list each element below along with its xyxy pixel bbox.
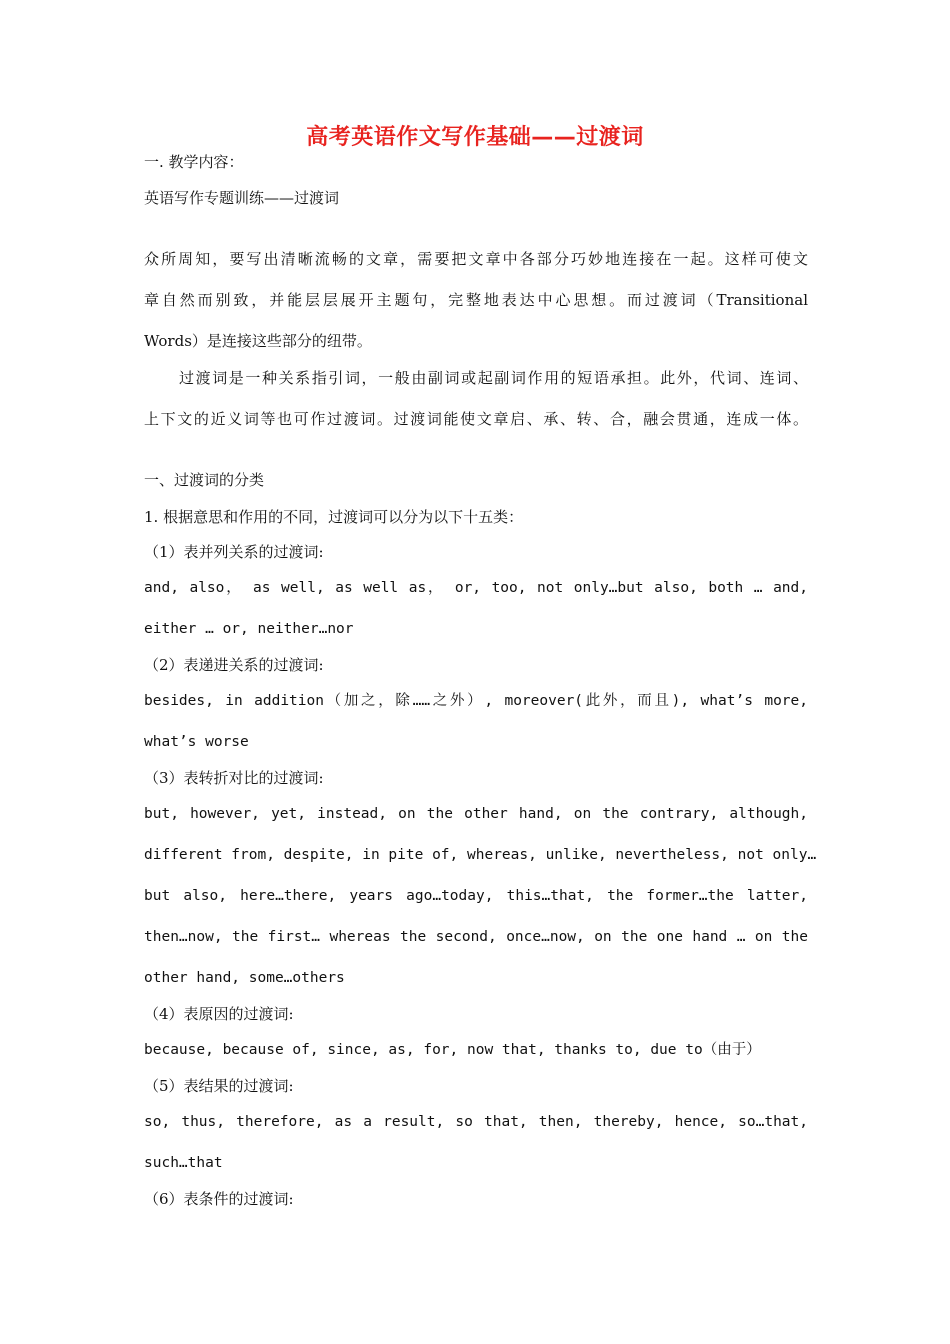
category-heading: （4）表原因的过渡词: — [144, 1005, 294, 1023]
word-list-line: different from, despite, in pite of, whereas, unlike, nevertheless, not only… — [144, 847, 817, 863]
category-heading: （2）表递进关系的过渡词: — [144, 656, 324, 674]
category-heading: （6）表条件的过渡词: — [144, 1190, 294, 1208]
category-heading: （3）表转折对比的过渡词: — [144, 769, 324, 787]
word-list-line: so, thus, therefore, as a result, so that, then, thereby, hence, so…that, — [144, 1114, 808, 1130]
word-list-line: because, because of, since, as, for, now that, thanks to, due to（由于） — [144, 1042, 761, 1058]
paragraph-line: 章自然而别致，并能层层展开主题句，完整地表达中心思想。而过渡词（Transitional — [144, 291, 808, 309]
document-title: 高考英语作文写作基础——过渡词 — [306, 125, 644, 150]
word-list-line: but also, here…there, years ago…today, this…that, the former…the latter, — [144, 888, 808, 904]
word-list-line: besides, in addition（加之，除……之外）, moreover(此外，而且), what’s more, — [144, 693, 808, 709]
section-heading-teaching-content: 一. 教学内容： — [144, 153, 244, 171]
paragraph-line: Words）是连接这些部分的纽带。 — [144, 332, 372, 350]
word-list-line: then…now, the first… whereas the second, once…now, on the one hand … on the — [144, 929, 808, 945]
paragraph-line: 过渡词是一种关系指引词，一般由副词或起副词作用的短语承担。此外，代词、连词、 — [179, 369, 808, 387]
category-heading: （5）表结果的过渡词: — [144, 1077, 294, 1095]
word-list-line: what’s worse — [144, 734, 249, 750]
section-heading-classification: 一、过渡词的分类 — [144, 471, 265, 489]
paragraph-line: 众所周知，要写出清晰流畅的文章，需要把文章中各部分巧妙地连接在一起。这样可使文 — [144, 250, 808, 268]
word-list-line: other hand, some…others — [144, 970, 345, 986]
subtitle-line: 英语写作专题训练——过渡词 — [144, 189, 340, 207]
category-heading: （1）表并列关系的过渡词: — [144, 543, 324, 561]
paragraph-line: 上下文的近义词等也可作过渡词。过渡词能使文章启、承、转、合，融会贯通，连成一体。 — [144, 410, 808, 428]
word-list-line: either … or, neither…nor — [144, 621, 354, 637]
word-list-line: and, also， as well, as well as， or, too, not only…but also, both … and, — [144, 580, 808, 596]
list-intro: 1. 根据意思和作用的不同，过渡词可以分为以下十五类： — [144, 508, 524, 526]
word-list-line: such…that — [144, 1155, 223, 1171]
word-list-line: but, however, yet, instead, on the other hand, on the contrary, although, — [144, 806, 808, 822]
